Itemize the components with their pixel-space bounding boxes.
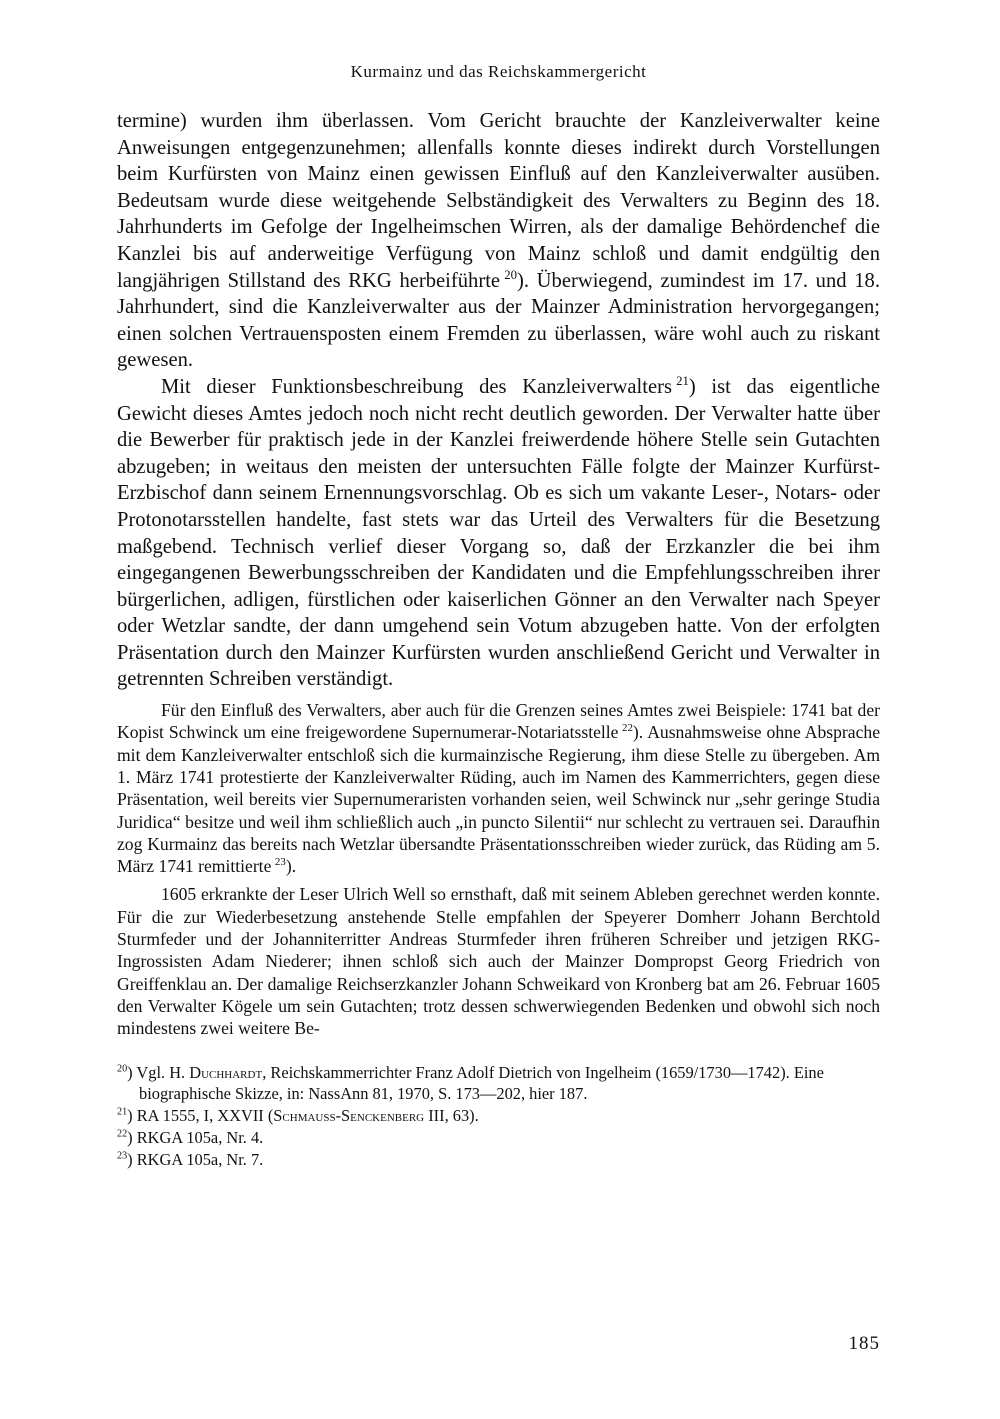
paragraph-3-text-b: ). Ausnahmsweise ohne Absprache mit dem Kanzleiverwalter entschloß sich die kurmainzische Regierung, ihm diese Stelle zu übergeben. Am 1. März 1741 protestierte der Kanzleiverwalter Rüding, auch im Namen des Kammerrichters, gegen diese Präsentation, weil bereits vier Supernumeraristen vorhanden seien, weil Schwinck nur „sehr geringe Studia Juridica“ besitze und weil ihm schließlich auch „in puncto Silentii“ nur schlecht zu vertrauen sei. Daraufhin zog Kurmainz das bereits nach Wetzlar übersandte Präsentationsschreiben wieder zurück, das Rüding am 5. März 1741 remittierte [117, 722, 881, 877]
page-body [117, 62, 880, 1171]
footnote-mark: 22 [117, 1128, 128, 1140]
footnote-text: ) RA 1555, I, XXVII ( [127, 1106, 274, 1126]
paragraph-2-text-a: Mit dieser Funktionsbeschreibung des Kanzleiverwalters [161, 375, 673, 398]
footnote-mark: 23 [117, 1150, 128, 1162]
paragraph-3 [117, 699, 880, 877]
footnote-20 [117, 1062, 880, 1106]
footnote-text: , Reichskammerrichter Franz Adolf Dietrich von Ingelheim (1659/1730—1742). Eine biographische Skizze, in: NassAnn 81, 1970, S. 173—202, hier 187. [139, 1062, 824, 1104]
footnote-text: III, 63). [424, 1106, 479, 1126]
footnote-ref-20[interactable]: 20 [504, 267, 517, 282]
paragraph-3-text-c: ). [285, 856, 297, 877]
paragraph-4: 1605 erkrankte der Leser Ulrich Well so ernsthaft, daß mit seinem Ableben gerechnet werden konnte. Für die zur Wiederbesetzung anstehende Stelle empfahlen der Speyerer Domherr Johann Berchtold Sturmfeder und der Johanniterritter Andreas Sturmfeder ihren früheren Schreiber und jetzigen RKG-Ingrossisten Adam Niederer; ihnen schloß sich auch der Mainzer Dompropst Georg Friedrich von Greiffenklau an. Der damalige Reichserzkanzler Johann Schweikard von Kronberg bat am 26. Februar 1605 den Verwalter Kögele um sein Gutachten; trotz dessen schwerwiegenden Bedenken und obwohl sich noch mindestens zwei weitere Be- [117, 884, 880, 1039]
footnote-22 [117, 1127, 880, 1149]
paragraph-3-text-a: Für den Einfluß des Verwalters, aber auch für die Grenzen seines Amtes zwei Beispiele: 1741 bat der Kopist Schwinck um eine freigewordene Supernumerar-Notariatsstelle [117, 700, 880, 743]
footnotes [117, 1062, 880, 1171]
footnote-ref-23[interactable]: 23 [274, 856, 286, 869]
footnote-ref-21[interactable]: 21 [676, 374, 689, 389]
footnote-text: ) RKGA 105a, Nr. 4. [127, 1127, 264, 1147]
paragraph-2-text-b: ) ist das eigentliche Gewicht dieses Amtes jedoch noch nicht recht deutlich geworden. Der Verwalter hatte über die Bewerber für praktisch jede in der Kanzlei freiwerdende höhere Stelle sein Gutachten abzugeben; in weitaus den meisten der untersuchten Fälle folgte der Mainzer Kurfürst-Erzbischof dann seinem Ernennungsvorschlag. Ob es sich um vakante Leser-, Notars- oder Protonotarsstellen handelte, fast stets war das Urteil des Verwalters für die Besetzung maßgebend. Technisch verlief dieser Vorgang so, daß der Erzkanzler die bei ihm eingegangenen Bewerbungsschreiben der Kandidaten und die Empfehlungsschreiben ihrer bürgerlichen, adligen, fürstlichen oder kaiserlichen Gönner an den Verwalter nach Speyer oder Wetzlar sandte, der dann umgehend sein Votum abzugeben hatte. Von der erfolgten Präsentation durch den Mainzer Kurfürsten wurden anschließend Gericht und Verwalter in getrennten Schreiben verständigt. [117, 375, 880, 691]
running-head: Kurmainz und das Reichskammergericht [350, 62, 647, 81]
footnote-23 [117, 1149, 880, 1171]
page-number: 185 [848, 1333, 880, 1354]
footnote-text: ) RKGA 105a, Nr. 7. [127, 1149, 264, 1169]
footnote-text: ) Vgl. H. [127, 1062, 190, 1082]
paragraph-1 [117, 108, 880, 374]
footnote-mark: 20 [117, 1063, 128, 1075]
footnote-21 [117, 1105, 880, 1127]
footnote-mark: 21 [117, 1106, 128, 1118]
footnote-ref-22[interactable]: 22 [622, 722, 633, 735]
paragraph-1-text-b: ). Überwiegend, zumindest im 17. und 18. Jahrhundert, sind die Kanzleiverwalter aus der Mainzer Administration hervorgegangen; einen solchen Vertrauensposten einem Fremden zu überlassen, wäre wohl auch zu riskant gewesen. [117, 269, 880, 372]
footnote-author: Duchhardt [189, 1062, 263, 1082]
paragraph-2 [117, 374, 880, 693]
paragraph-1-text-a: termine) wurden ihm überlassen. Vom Gericht brauchte der Kanzleiverwalter keine Anweisungen entgegenzunehmen; allenfalls konnte dieses indirekt durch Vorstellungen beim Kurfürsten von Mainz einen gewissen Einfluß auf den Kanzleiverwalter ausüben. Bedeutsam wurde diese weitgehende Selbständigkeit des Verwalters zu Beginn des 18. Jahrhunderts im Gefolge der Ingelheimschen Wirren, als der damalige Behördenchef die Kanzlei bis auf anderweitige Verfügung von Mainz schloß und damit endgültig den langjährigen Stillstand des RKG herbeiführte [117, 110, 880, 292]
footnote-author: Schmauss-Senckenberg [273, 1106, 425, 1126]
